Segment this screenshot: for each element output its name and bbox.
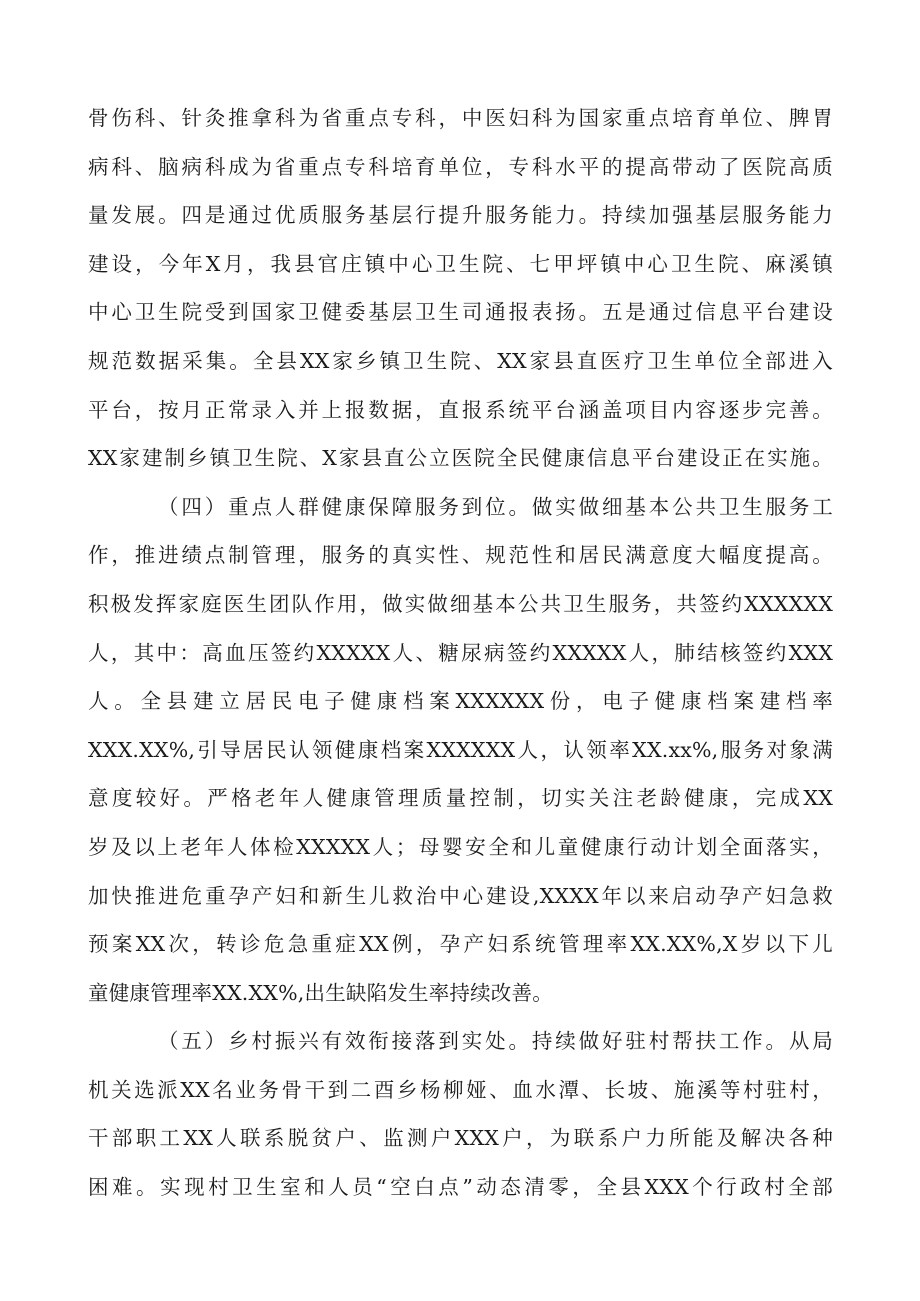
text-line: 病科、脑病科成为省重点专科培育单位，专科水平的提高带动了医院高质 [88,154,833,179]
text-line: 干部职工XX人联系脱贫户、监测户XXX户，为联系户力所能及解决各种 [88,1126,833,1151]
document-body [88,94,833,1212]
text-line: 人。全县建立居民电子健康档案XXXXXX份，电子健康档案建档率 [88,689,833,714]
text-line: 人，其中：高血压签约XXXXX人、糖尿病签约XXXXX人，肺结核签约XXX [88,640,833,665]
text-line: 积极发挥家庭医生团队作用，做实做细基本公共卫生服务，共签约XXXXXX [88,591,833,616]
text-line: 骨伤科、针灸推拿科为省重点专科，中医妇科为国家重点培育单位、脾胃 [88,106,833,130]
text-line: 加快推进危重孕产妇和新生儿救治中心建设,XXXX年以来启动孕产妇急救 [88,883,833,908]
text-line: 平台，按月正常录入并上报数据，直报系统平台涵盖项目内容逐步完善。 [88,397,833,422]
text-line: 机关选派XX名业务骨干到二酉乡杨柳娅、血水潭、长坡、施溪等村驻村， [88,1077,833,1102]
text-line: XX家建制乡镇卫生院、X家县直公立医院全民健康信息平台建设正在实施。 [88,446,833,471]
text-line: （四）重点人群健康保障服务到位。做实做细基本公共卫生服务工 [158,494,833,519]
text-line: 预案XX次，转诊危急重症XX例，孕产妇系统管理率XX.XX%,X岁以下儿 [88,932,833,957]
text-line: XXX.XX%,引导居民认领健康档案XXXXXX人，认领率XX.xx%,服务对象满 [88,737,833,762]
text-line: 童健康管理率XX.XX%,出生缺陷发生率持续改善。 [88,980,553,1005]
text-line: 中心卫生院受到国家卫健委基层卫生司通报表扬。五是通过信息平台建设 [88,300,833,325]
text-line: 规范数据采集。全县XX家乡镇卫生院、XX家县直医疗卫生单位全部进入 [88,348,833,373]
text-line: 岁及以上老年人体检XXXXX人；母婴安全和儿童健康行动计划全面落实， [88,834,833,859]
text-line: （五）乡村振兴有效衔接落到实处。持续做好驻村帮扶工作。从局 [158,1029,833,1054]
text-line: 意度较好。严格老年人健康管理质量控制，切实关注老龄健康，完成XX [88,786,833,811]
text-line: 作，推进绩点制管理，服务的真实性、规范性和居民满意度大幅度提高。 [88,543,833,568]
text-line: 困难。实现村卫生室和人员“空白点”动态清零，全县XXX个行政村全部 [88,1175,833,1200]
text-line: 量发展。四是通过优质服务基层行提升服务能力。持续加强基层服务能力 [88,203,833,228]
text-line: 建设，今年X月，我县官庄镇中心卫生院、七甲坪镇中心卫生院、麻溪镇 [88,251,833,276]
